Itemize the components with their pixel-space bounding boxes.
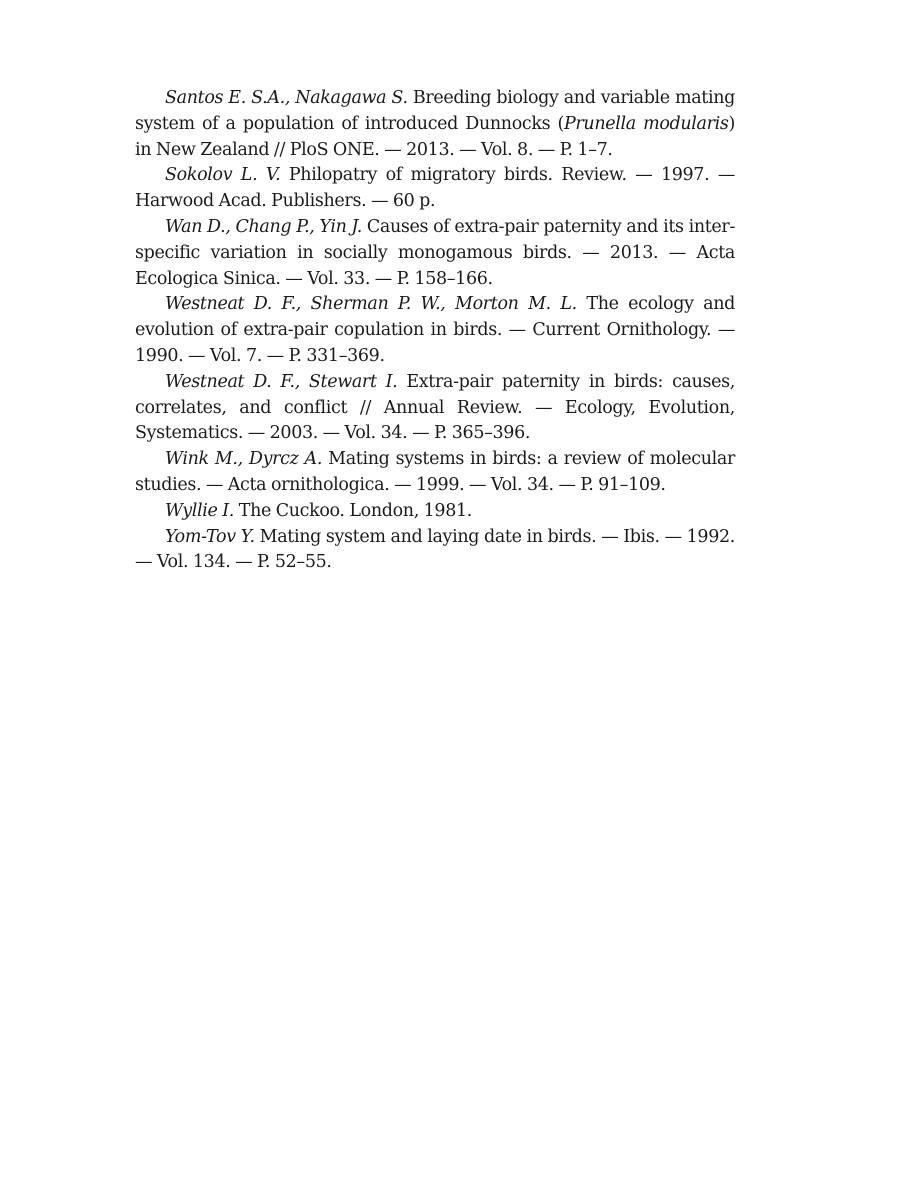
reference-text: The ecology and evolution of extra-pair copulation in birds. — Current Ornithology. — 1990. — Vol. 7. — P. 331–369. [135, 294, 735, 366]
reference-entry [135, 163, 735, 215]
reference-authors: Westneat D. F., Sherman P. W., Morton M. L. [165, 294, 577, 315]
reference-authors: Wink M., Dyrcz A. [165, 449, 323, 470]
reference-text: Causes of extra-pair paternity and its inter-specific variation in socially monogamous birds. — 2013. — Acta Ecologica Sinica. — Vol. 33. — P. 158–166. [135, 216, 736, 289]
reference-text: Extra-pair paternity in birds: causes, correlates, and conflict // Annual Review. — Ecology, Evolution, Systematics. — 2003. — Vol. 34. — P. 365–396. [135, 371, 736, 444]
reference-authors: Santos E. S.A., Nakagawa S. [165, 88, 408, 108]
reference-entry [135, 86, 735, 163]
reference-list [135, 86, 735, 576]
reference-entry [135, 370, 735, 447]
reference-text: The Cuckoo. London, 1981. [234, 500, 472, 521]
reference-text: Mating systems in birds: a review of molecular studies. — Acta ornithologica. — 1999. — Vol. 34. — P. 91–109. [135, 449, 735, 495]
reference-entry [135, 447, 735, 499]
reference-text: Breeding biology and variable mating system of a population of introduced Dunnocks ( [135, 88, 735, 134]
reference-authors: Yom-Tov Y. [165, 526, 255, 547]
reference-entry [135, 292, 735, 369]
reference-authors: Sokolov L. V. [165, 165, 281, 186]
reference-authors: Westneat D. F., Stewart I. [165, 371, 398, 392]
reference-authors: Wan D., Chang P., Yin J. [165, 216, 362, 237]
reference-text: ) in New Zealand // PloS ONE. — 2013. — Vol. 8. — P. 1–7. [135, 113, 735, 160]
reference-entry [135, 499, 735, 525]
reference-authors: Wyllie I. [165, 500, 235, 521]
species-name: Prunella modularis [563, 113, 729, 134]
reference-text: Philopatry of migratory birds. Review. — 1997. — Harwood Acad. Publishers. — 60 p. [135, 165, 736, 212]
reference-text: Mating system and laying date in birds. — Ibis. — 1992. — Vol. 134. — P. 52–55. [135, 526, 735, 573]
reference-entry [135, 525, 735, 577]
reference-entry [135, 215, 735, 292]
